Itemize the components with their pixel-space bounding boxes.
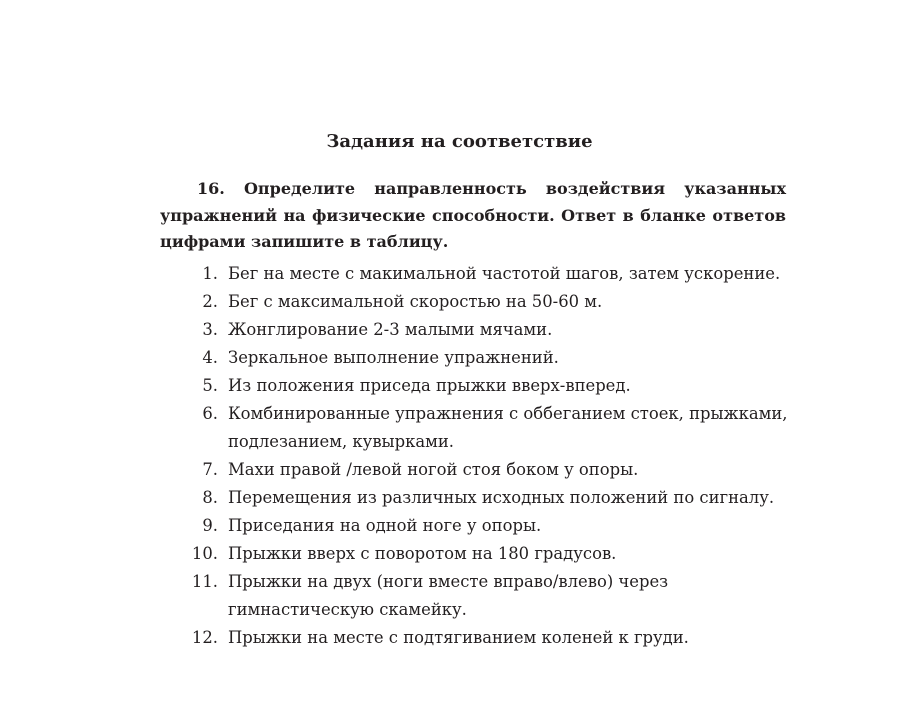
item-text: Бег на месте с макимальной частотой шагов, затем ускорение. <box>228 264 781 283</box>
list-item <box>160 400 800 456</box>
item-text: Жонглирование 2-3 малыми мячами. <box>228 320 553 339</box>
list-item <box>160 484 800 512</box>
item-number: 3. <box>202 320 218 339</box>
item-number: 8. <box>202 488 218 507</box>
item-text: Приседания на одной ноге у опоры. <box>228 516 542 535</box>
exercise-list <box>160 260 800 652</box>
list-item <box>160 316 800 344</box>
list-item <box>160 260 800 288</box>
list-item <box>160 568 800 624</box>
item-text: Из положения приседа прыжки вверх-вперед. <box>228 376 631 395</box>
item-number: 4. <box>202 348 218 367</box>
item-number: 1. <box>202 264 218 283</box>
item-text: Комбинированные упражнения с оббеганием стоек, прыжками, подлезанием, кувырками. <box>228 404 788 451</box>
item-text: Бег с максимальной скоростью на 50-60 м. <box>228 292 603 311</box>
section-title: Задания на соответствие <box>326 131 593 152</box>
list-item <box>160 372 800 400</box>
list-item <box>160 540 800 568</box>
item-text: Прыжки на месте с подтягиванием коленей к груди. <box>228 628 689 647</box>
list-item <box>160 456 800 484</box>
list-item <box>160 344 800 372</box>
item-number: 5. <box>202 376 218 395</box>
list-item <box>160 624 800 652</box>
list-item <box>160 288 800 316</box>
item-number: 10. <box>191 544 218 563</box>
item-text: Зеркальное выполнение упражнений. <box>228 348 559 367</box>
item-text: Махи правой /левой ногой стоя боком у опоры. <box>228 460 639 479</box>
task-16-instruction: 16. Определите направленность воздействия указанных упражнений на физические способности. Ответ в бланке ответов цифрами запишите в таблицу. <box>160 179 786 251</box>
item-text: Перемещения из различных исходных положений по сигналу. <box>228 488 775 507</box>
item-number: 12. <box>191 628 218 647</box>
item-text: Прыжки на двух (ноги вместе вправо/влево) через гимнастическую скамейку. <box>228 572 669 619</box>
item-number: 6. <box>202 404 218 423</box>
item-number: 2. <box>202 292 218 311</box>
item-number: 9. <box>202 516 218 535</box>
item-number: 11. <box>191 572 218 591</box>
item-number: 7. <box>202 460 218 479</box>
list-item <box>160 512 800 540</box>
item-text: Прыжки вверх с поворотом на 180 градусов. <box>228 544 617 563</box>
